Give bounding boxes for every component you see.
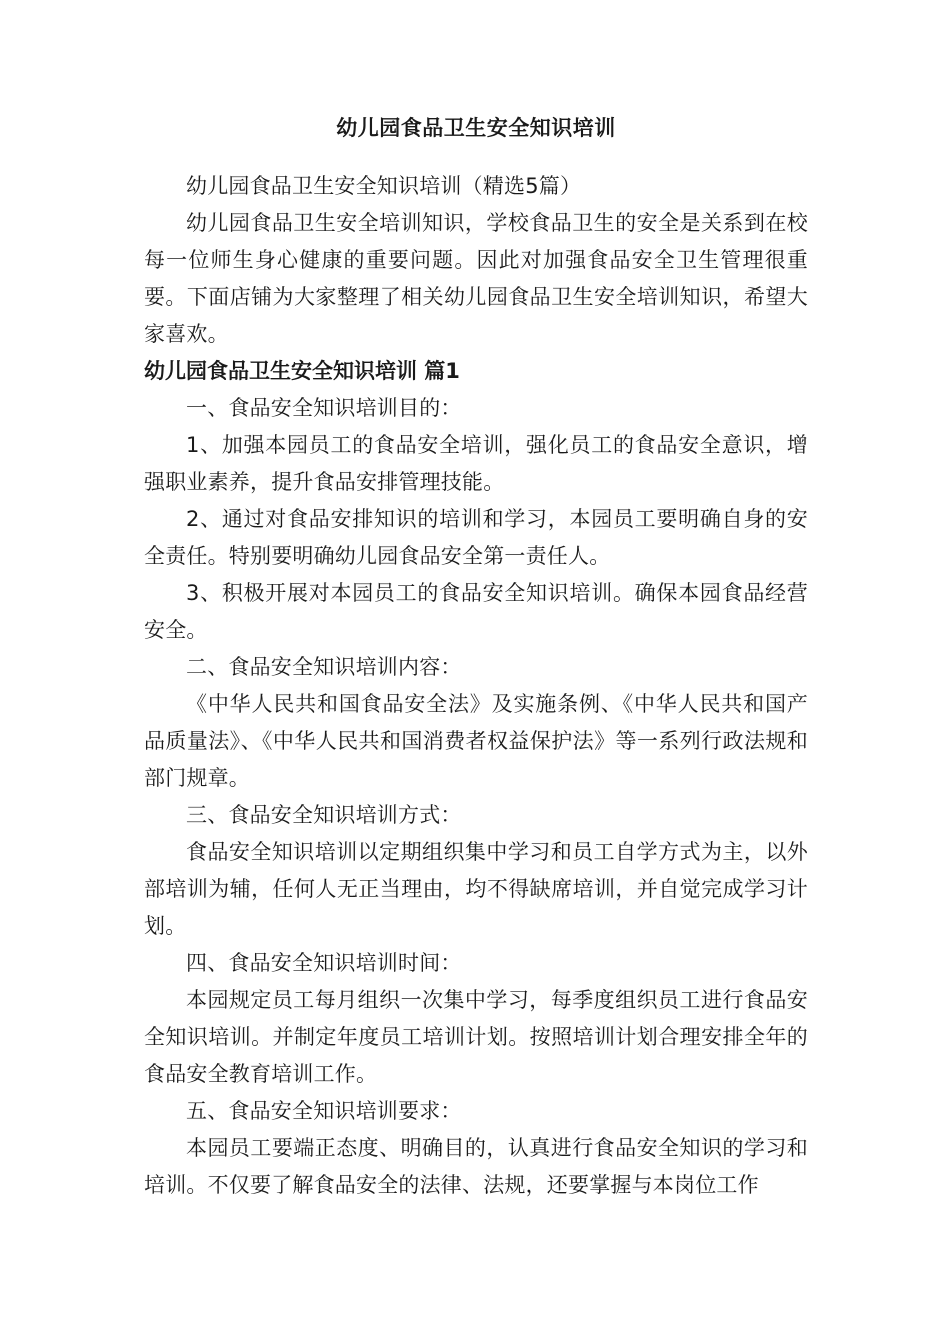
document-subtitle: 幼儿园食品卫生安全知识培训（精选5篇） xyxy=(186,174,582,198)
section-item-heading: 五、食品安全知识培训要求： xyxy=(186,1099,462,1123)
paragraph: 本园规定员工每月组织一次集中学习，每季度组织员工进行食品安全知识培训。并制定年度员工培训计划。按照培训计划合理安排全年的食品安全教育培训工作。 xyxy=(144,988,808,1086)
intro-paragraph: 幼儿园食品卫生安全培训知识，学校食品卫生的安全是关系到在校每一位师生身心健康的重要问题。因此对加强食品安全卫生管理很重要。下面店铺为大家整理了相关幼儿园食品卫生安全培训知识，希望大家喜欢。 xyxy=(144,211,808,346)
paragraph: 1、加强本园员工的食品安全培训，强化员工的食品安全意识，增强职业素养，提升食品安排管理技能。 xyxy=(144,433,808,494)
document-page xyxy=(144,110,808,1204)
section-item-heading: 四、食品安全知识培训时间： xyxy=(186,951,462,975)
paragraph: 3、积极开展对本园员工的食品安全知识培训。确保本园食品经营安全。 xyxy=(144,581,808,642)
section-heading: 幼儿园食品卫生安全知识培训 篇1 xyxy=(144,359,460,383)
paragraph: 《中华人民共和国食品安全法》及实施条例、《中华人民共和国产品质量法》、《中华人民共和国消费者权益保护法》等一系列行政法规和部门规章。 xyxy=(144,692,808,790)
section-item-heading: 二、食品安全知识培训内容： xyxy=(186,655,462,679)
paragraph: 食品安全知识培训以定期组织集中学习和员工自学方式为主，以外部培训为辅，任何人无正当理由，均不得缺席培训，并自觉完成学习计划。 xyxy=(144,840,808,938)
paragraph: 本园员工要端正态度、明确目的，认真进行食品安全知识的学习和培训。不仅要了解食品安全的法律、法规，还要掌握与本岗位工作 xyxy=(144,1136,808,1197)
document-title: 幼儿园食品卫生安全知识培训 xyxy=(336,116,616,140)
section-item-heading: 三、食品安全知识培训方式： xyxy=(186,803,462,827)
section-item-heading: 一、食品安全知识培训目的： xyxy=(186,396,462,420)
paragraph: 2、通过对食品安排知识的培训和学习，本园员工要明确自身的安全责任。特别要明确幼儿园食品安全第一责任人。 xyxy=(144,507,808,568)
